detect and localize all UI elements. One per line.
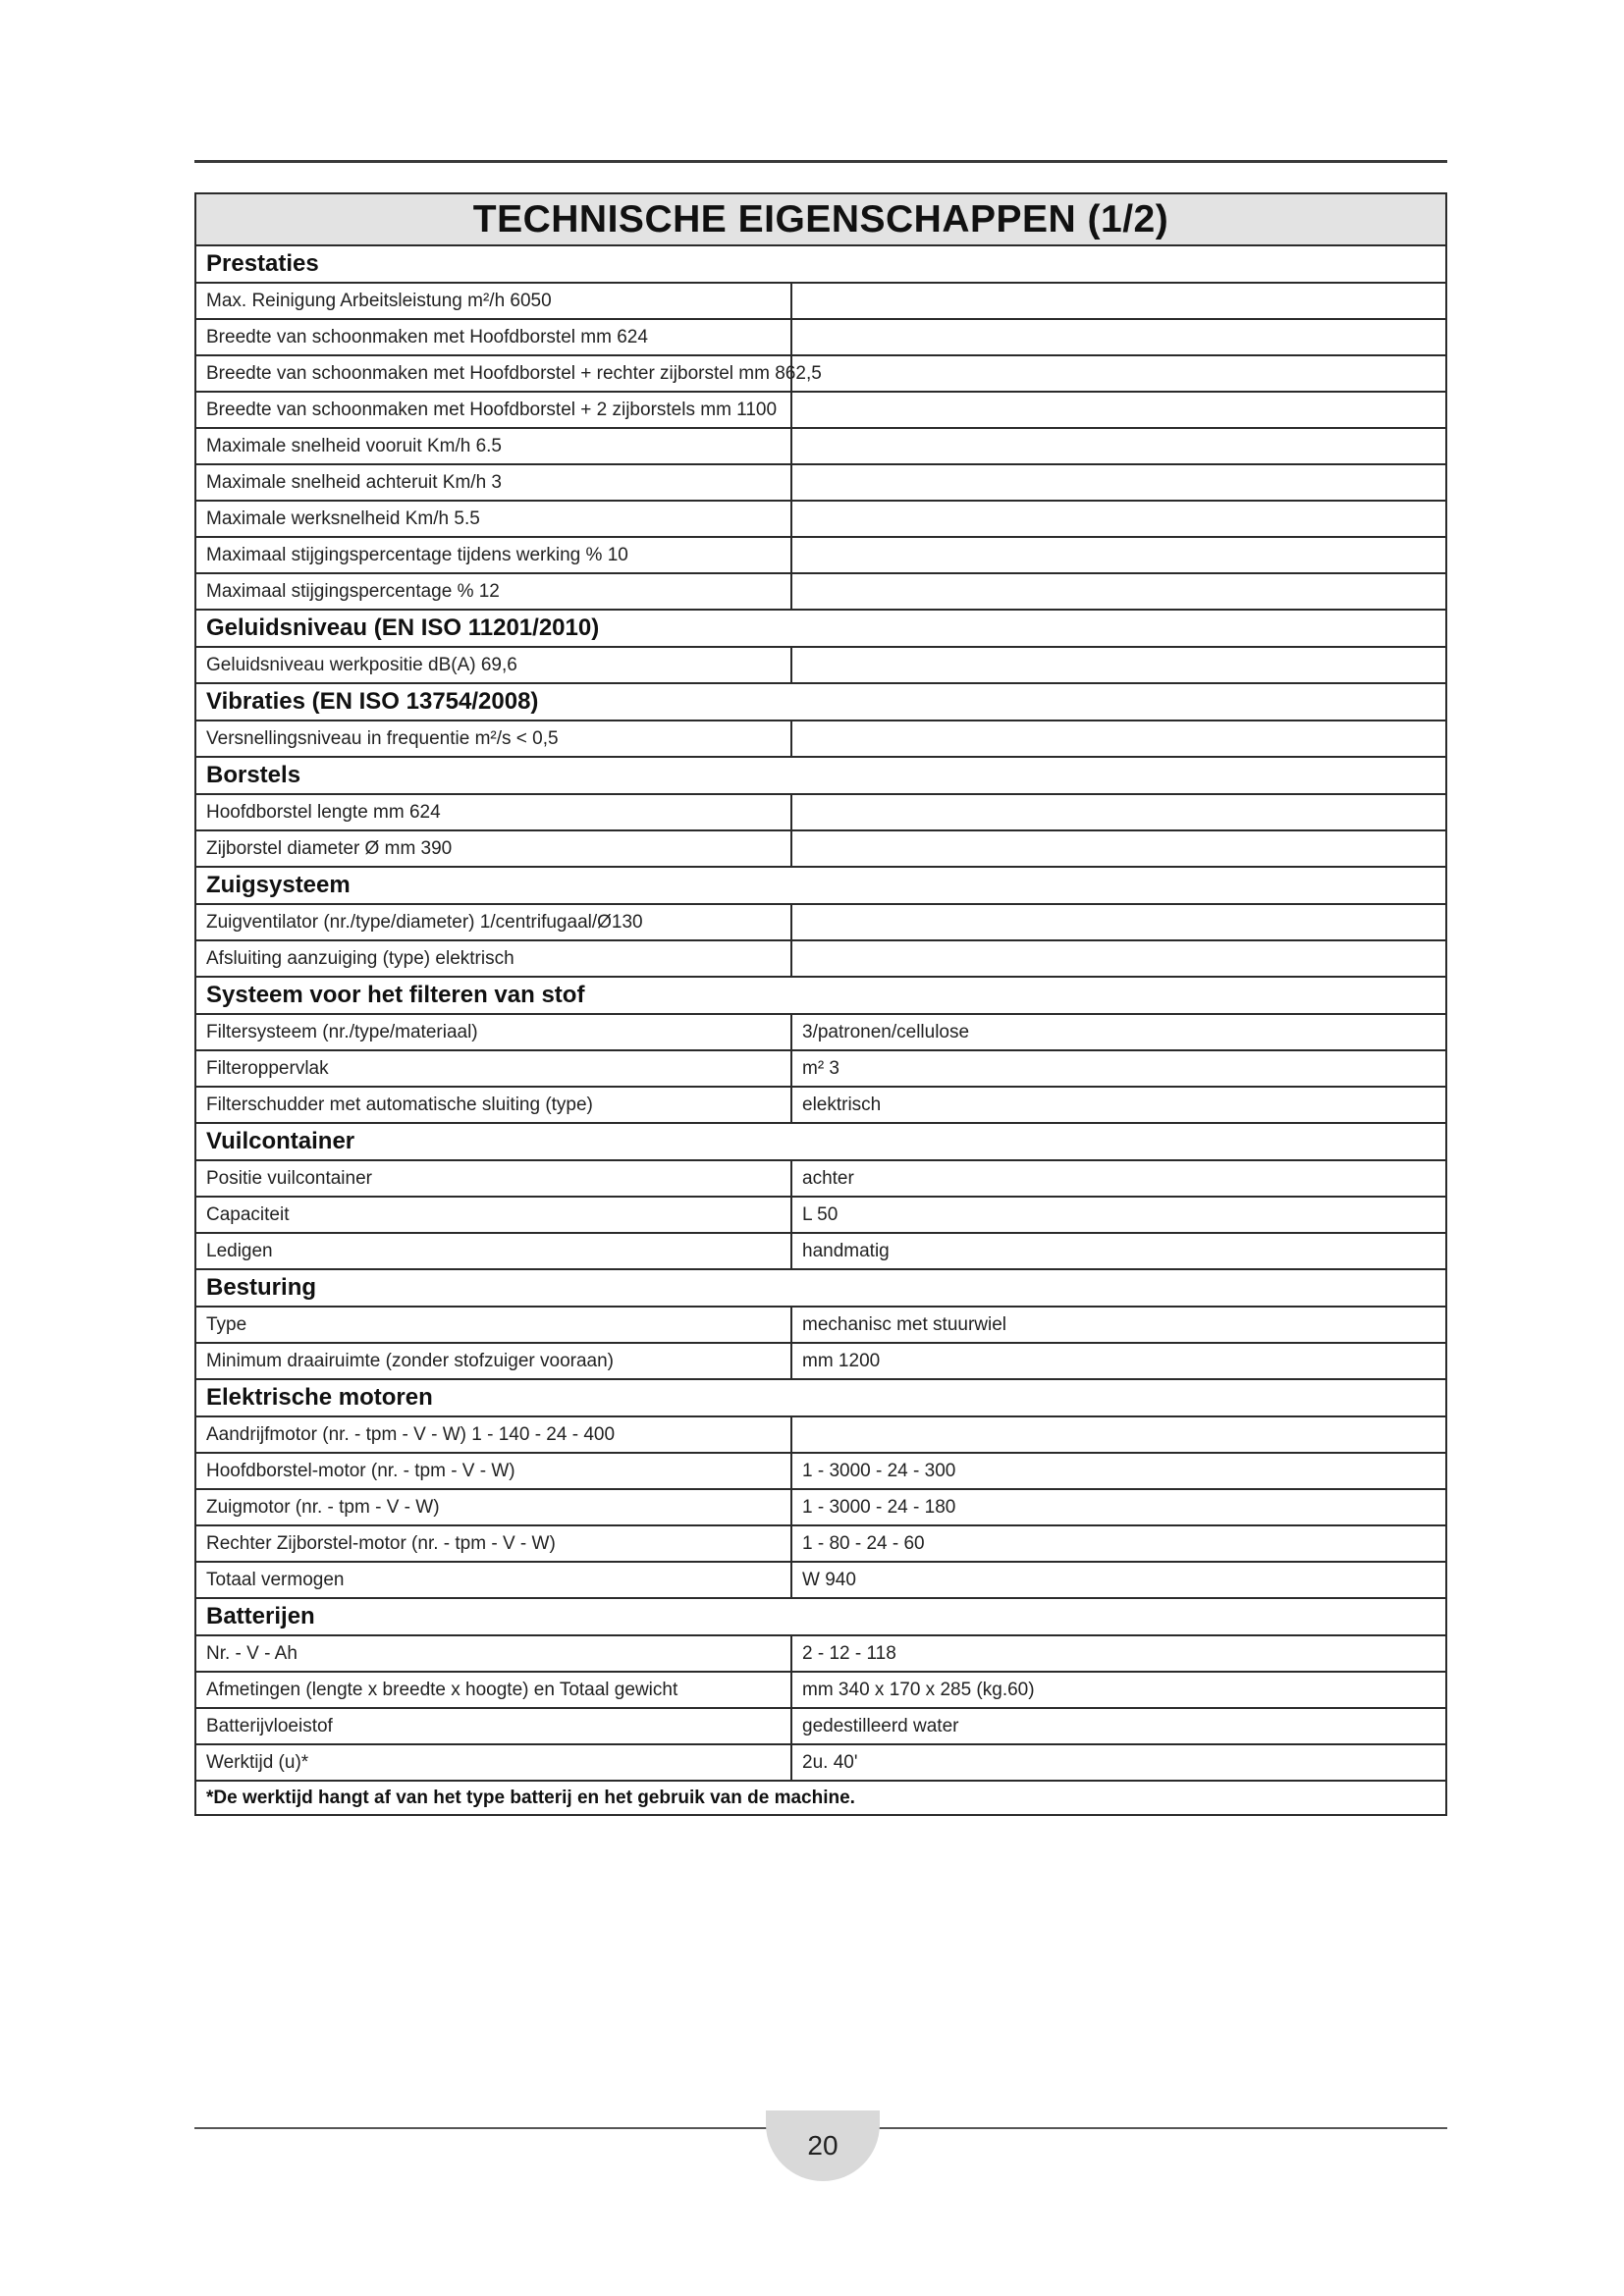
spec-label: Maximale snelheid vooruit Km/h 6.5	[195, 428, 791, 464]
section-header-borstels	[195, 757, 1446, 794]
spec-label: Rechter Zijborstel-motor (nr. - tpm - V - W)	[195, 1525, 791, 1562]
spec-value: 2 - 12 - 118	[791, 1635, 1446, 1672]
section-heading: Elektrische motoren	[195, 1379, 1446, 1416]
spec-value	[791, 794, 1446, 830]
spec-value: mm 1200	[791, 1343, 1446, 1379]
spec-value	[791, 428, 1446, 464]
spec-label: Breedte van schoonmaken met Hoofdborstel + rechter zijborstel mm 862,5	[195, 355, 791, 392]
spec-label: Geluidsniveau werkpositie dB(A) 69,6	[195, 647, 791, 683]
section-heading: Zuigsysteem	[195, 867, 1446, 904]
spec-row	[195, 1525, 1446, 1562]
spec-value	[791, 537, 1446, 573]
spec-row	[195, 1160, 1446, 1197]
spec-row	[195, 355, 1446, 392]
section-header-vuilcontainer	[195, 1123, 1446, 1160]
spec-value	[791, 940, 1446, 977]
section-heading: Besturing	[195, 1269, 1446, 1307]
spec-value	[791, 283, 1446, 319]
spec-row	[195, 283, 1446, 319]
spec-label: Afmetingen (lengte x breedte x hoogte) en Totaal gewicht	[195, 1672, 791, 1708]
spec-value: 2u. 40'	[791, 1744, 1446, 1781]
spec-label: Filteroppervlak	[195, 1050, 791, 1087]
page-number-badge	[766, 2110, 880, 2181]
spec-value	[791, 573, 1446, 610]
spec-label: Max. Reinigung Arbeitsleistung m²/h 6050	[195, 283, 791, 319]
spec-row	[195, 940, 1446, 977]
spec-value: W 940	[791, 1562, 1446, 1598]
spec-label: Maximaal stijgingspercentage tijdens werking % 10	[195, 537, 791, 573]
spec-row	[195, 1087, 1446, 1123]
spec-label: Breedte van schoonmaken met Hoofdborstel + 2 zijborstels mm 1100	[195, 392, 791, 428]
spec-value	[791, 647, 1446, 683]
spec-label: Minimum draairuimte (zonder stofzuiger vooraan)	[195, 1343, 791, 1379]
spec-row	[195, 1708, 1446, 1744]
spec-label: Zijborstel diameter Ø mm 390	[195, 830, 791, 867]
spec-value	[791, 392, 1446, 428]
spec-row	[195, 1744, 1446, 1781]
page-title: TECHNISCHE EIGENSCHAPPEN (1/2)	[195, 193, 1446, 245]
spec-row	[195, 537, 1446, 573]
footnote: *De werktijd hangt af van het type batterij en het gebruik van de machine.	[195, 1781, 1446, 1815]
spec-label: Hoofdborstel lengte mm 624	[195, 794, 791, 830]
section-heading: Geluidsniveau (EN ISO 11201/2010)	[195, 610, 1446, 647]
section-header-besturing	[195, 1269, 1446, 1307]
spec-value: mm 340 x 170 x 285 (kg.60)	[791, 1672, 1446, 1708]
spec-row	[195, 1635, 1446, 1672]
spec-row	[195, 1014, 1446, 1050]
spec-row	[195, 1672, 1446, 1708]
spec-row	[195, 830, 1446, 867]
spec-row	[195, 464, 1446, 501]
spec-label: Aandrijfmotor (nr. - tpm - V - W) 1 - 140 - 24 - 400	[195, 1416, 791, 1453]
spec-label: Nr. - V - Ah	[195, 1635, 791, 1672]
spec-row	[195, 1197, 1446, 1233]
spec-value: handmatig	[791, 1233, 1446, 1269]
spec-value: 3/patronen/cellulose	[791, 1014, 1446, 1050]
spec-row	[195, 794, 1446, 830]
footnote-row	[195, 1781, 1446, 1815]
spec-value	[791, 464, 1446, 501]
spec-label: Zuigventilator (nr./type/diameter) 1/centrifugaal/Ø130	[195, 904, 791, 940]
spec-value: achter	[791, 1160, 1446, 1197]
section-heading: Borstels	[195, 757, 1446, 794]
spec-row	[195, 647, 1446, 683]
spec-value: gedestilleerd water	[791, 1708, 1446, 1744]
section-heading: Batterijen	[195, 1598, 1446, 1635]
spec-label: Breedte van schoonmaken met Hoofdborstel mm 624	[195, 319, 791, 355]
spec-label: Zuigmotor (nr. - tpm - V - W)	[195, 1489, 791, 1525]
section-header-batterijen	[195, 1598, 1446, 1635]
spec-value: 1 - 3000 - 24 - 180	[791, 1489, 1446, 1525]
spec-row	[195, 428, 1446, 464]
spec-row	[195, 319, 1446, 355]
spec-value	[791, 501, 1446, 537]
spec-label: Positie vuilcontainer	[195, 1160, 791, 1197]
section-header-systeem-voor-het-filteren-van-stof	[195, 977, 1446, 1014]
section-heading: Vibraties (EN ISO 13754/2008)	[195, 683, 1446, 721]
spec-label: Afsluiting aanzuiging (type) elektrisch	[195, 940, 791, 977]
spec-row	[195, 1050, 1446, 1087]
spec-value	[791, 830, 1446, 867]
spec-label: Filterschudder met automatische sluiting (type)	[195, 1087, 791, 1123]
spec-row	[195, 1343, 1446, 1379]
spec-label: Maximale snelheid achteruit Km/h 3	[195, 464, 791, 501]
spec-label: Capaciteit	[195, 1197, 791, 1233]
section-header-vibraties-en-iso-13754-2008	[195, 683, 1446, 721]
spec-value	[791, 904, 1446, 940]
spec-value	[791, 721, 1446, 757]
spec-row	[195, 721, 1446, 757]
spec-row	[195, 904, 1446, 940]
spec-row	[195, 573, 1446, 610]
spec-row	[195, 1489, 1446, 1525]
spec-label: Type	[195, 1307, 791, 1343]
page-number: 20	[807, 2130, 839, 2161]
spec-label: Versnellingsniveau in frequentie m²/s < 0,5	[195, 721, 791, 757]
section-header-geluidsniveau-en-iso-11201-2010	[195, 610, 1446, 647]
spec-label: Maximale werksnelheid Km/h 5.5	[195, 501, 791, 537]
spec-label: Hoofdborstel-motor (nr. - tpm - V - W)	[195, 1453, 791, 1489]
spec-value: elektrisch	[791, 1087, 1446, 1123]
spec-row	[195, 1233, 1446, 1269]
spec-value: m² 3	[791, 1050, 1446, 1087]
section-heading: Vuilcontainer	[195, 1123, 1446, 1160]
spec-row	[195, 501, 1446, 537]
spec-row	[195, 1453, 1446, 1489]
spec-label: Filtersysteem (nr./type/materiaal)	[195, 1014, 791, 1050]
section-header-elektrische-motoren	[195, 1379, 1446, 1416]
spec-label: Ledigen	[195, 1233, 791, 1269]
spec-label: Totaal vermogen	[195, 1562, 791, 1598]
spec-value: 1 - 3000 - 24 - 300	[791, 1453, 1446, 1489]
spec-row	[195, 1307, 1446, 1343]
spec-row	[195, 1416, 1446, 1453]
specifications-table	[194, 192, 1447, 1816]
top-rule	[194, 160, 1447, 163]
spec-value	[791, 355, 1446, 392]
spec-value	[791, 1416, 1446, 1453]
section-heading: Prestaties	[195, 245, 1446, 283]
spec-label: Maximaal stijgingspercentage % 12	[195, 573, 791, 610]
spec-row	[195, 1562, 1446, 1598]
section-header-prestaties	[195, 245, 1446, 283]
section-heading: Systeem voor het filteren van stof	[195, 977, 1446, 1014]
spec-row	[195, 392, 1446, 428]
spec-label: Batterijvloeistof	[195, 1708, 791, 1744]
spec-value: 1 - 80 - 24 - 60	[791, 1525, 1446, 1562]
spec-value: L 50	[791, 1197, 1446, 1233]
section-header-zuigsysteem	[195, 867, 1446, 904]
spec-label: Werktijd (u)*	[195, 1744, 791, 1781]
spec-value	[791, 319, 1446, 355]
spec-value: mechanisc met stuurwiel	[791, 1307, 1446, 1343]
title-row	[195, 193, 1446, 245]
